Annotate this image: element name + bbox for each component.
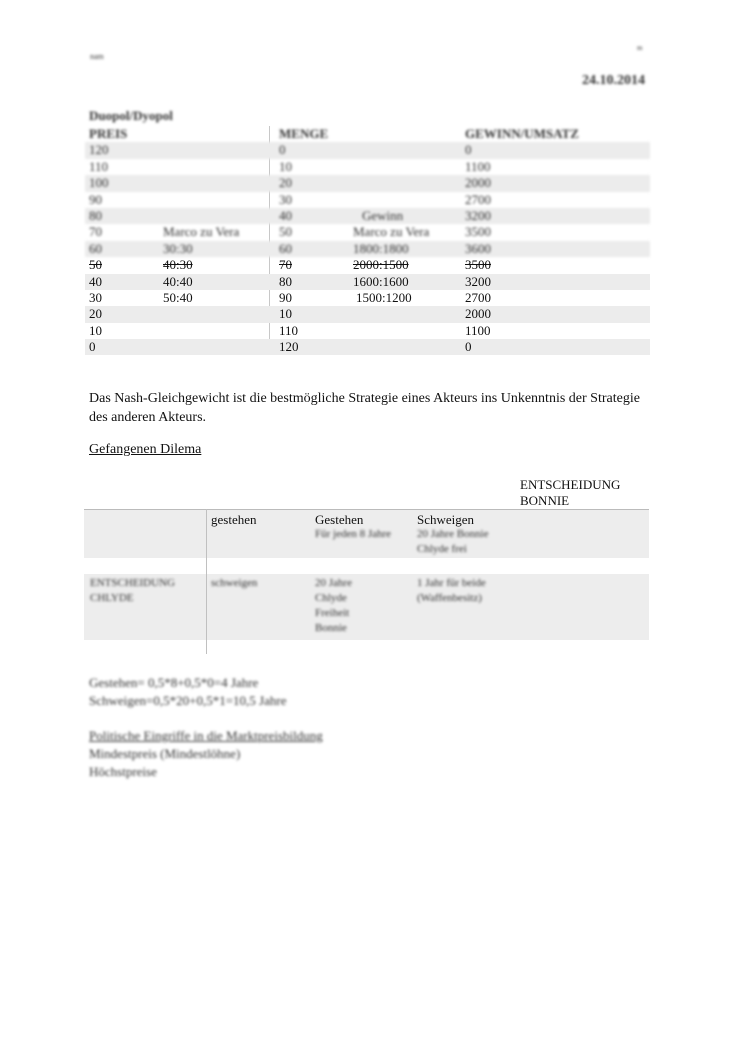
dilemma-divider	[206, 509, 207, 654]
table-row	[85, 159, 650, 175]
table-row	[85, 142, 650, 158]
cell-annotation: 30:30	[163, 240, 193, 256]
cell-quantity: 70	[279, 257, 292, 273]
cell-profit: 3200	[465, 273, 491, 289]
table-row	[85, 290, 650, 306]
header-price: PREIS	[89, 126, 128, 141]
header-quantity: MENGE	[279, 126, 329, 141]
dilemma-heading: Gefangenen Dilema	[89, 442, 202, 457]
cell-price: 0	[89, 339, 96, 355]
table-row	[85, 175, 650, 191]
cell-annotation: Marco zu Vera	[353, 224, 430, 240]
column-title: ENTSCHEIDUNG BONNIE	[520, 477, 621, 508]
cell-price: 60	[89, 240, 102, 256]
policy-item-min: Mindestpreis (Mindestlöhne)	[89, 746, 241, 761]
cell-quantity: 10	[279, 158, 292, 174]
cell-quantity: 110	[279, 322, 299, 338]
calc-gestehen: Gestehen= 0,5*8+0,5*0=4 Jahre	[89, 675, 259, 690]
schweigen-outcome: 20 Jahre Bonnie Chlyde frei	[417, 528, 489, 555]
cell-quantity: 20	[279, 175, 292, 191]
cell-price: 100	[89, 175, 109, 191]
document-date: 24.10.2014	[582, 73, 645, 88]
cell-price: 80	[89, 207, 102, 223]
gestehen-outcome: Für jeden 8 Jahre	[315, 528, 392, 540]
table-row	[85, 323, 650, 339]
table-row	[85, 306, 650, 322]
col-schweigen: Schweigen	[417, 512, 475, 527]
cell-quantity: 50	[279, 224, 292, 240]
header-left-mark: nam	[90, 52, 104, 61]
table-row	[85, 339, 650, 355]
cell-quantity: 60	[279, 240, 292, 256]
cell-annotation: Gewinn	[362, 207, 404, 223]
cell-both-1: 1 Jahr für beide (Waffenbesitz)	[417, 577, 486, 604]
cell-annotation: 1800:1800	[353, 240, 409, 256]
cell-price: 10	[89, 322, 102, 338]
cell-annotation: 50:40	[163, 289, 193, 305]
cell-price: 30	[89, 289, 102, 305]
cell-profit: 3600	[465, 240, 491, 256]
cell-quantity: 10	[279, 306, 292, 322]
cell-price: 110	[89, 158, 109, 174]
cell-profit: 2000	[465, 306, 491, 322]
cell-profit: 3500	[465, 257, 491, 273]
cell-price: 70	[89, 224, 102, 240]
nash-paragraph: Das Nash-Gleichgewicht ist die bestmögliche Strategie eines Akteurs ins Unkenntnis der Strategie des anderen Akteurs.	[89, 391, 640, 425]
cell-profit: 1100	[465, 322, 491, 338]
col-gestehen: Gestehen	[315, 512, 364, 527]
policy-item-max: Höchstpreise	[89, 764, 157, 779]
cell-annotation: 40:30	[163, 257, 193, 273]
cell-profit: 3200	[465, 207, 491, 223]
calc-schweigen: Schweigen=0,5*20+0,5*1=10,5 Jahre	[89, 693, 287, 708]
cell-quantity: 0	[279, 142, 286, 158]
cell-price: 90	[89, 191, 102, 207]
cell-quantity: 120	[279, 339, 299, 355]
header-profit: GEWINN/UMSATZ	[465, 126, 579, 141]
col-gestehen-lower: gestehen	[211, 512, 257, 527]
table-header-row	[85, 126, 650, 142]
cell-price: 50	[89, 257, 102, 273]
cell-profit: 2700	[465, 191, 491, 207]
table-row	[85, 257, 650, 273]
row-schweigen: schweigen	[211, 577, 258, 589]
cell-price: 40	[89, 273, 102, 289]
price-table	[85, 126, 650, 355]
cell-price: 120	[89, 142, 109, 158]
cell-annotation: Marco zu Vera	[163, 224, 240, 240]
cell-profit: 0	[465, 142, 472, 158]
cell-annotation: 1600:1600	[353, 273, 409, 289]
table-row	[85, 224, 650, 240]
cell-quantity: 80	[279, 273, 292, 289]
row-title: ENTSCHEIDUNG CHLYDE	[90, 577, 175, 604]
cell-chlyde-20: 20 Jahre Chlyde Freiheit Bonnie	[315, 577, 352, 634]
table-row	[85, 241, 650, 257]
cell-quantity: 90	[279, 289, 292, 305]
header-right-mark: m	[637, 44, 643, 52]
cell-annotation: 2000:1500	[353, 257, 409, 273]
table-row	[85, 192, 650, 208]
cell-price: 20	[89, 306, 102, 322]
cell-profit: 3500	[465, 224, 491, 240]
cell-quantity: 40	[279, 207, 292, 223]
section-title: Duopol/Dyopol	[89, 108, 173, 123]
cell-annotation: 1500:1200	[356, 289, 412, 305]
cell-quantity: 30	[279, 191, 292, 207]
table-row	[85, 208, 650, 224]
cell-profit: 2000	[465, 175, 491, 191]
cell-profit: 1100	[465, 158, 491, 174]
cell-annotation: 40:40	[163, 273, 193, 289]
cell-profit: 0	[465, 339, 472, 355]
table-row	[85, 274, 650, 290]
cell-profit: 2700	[465, 289, 491, 305]
policy-heading: Politische Eingriffe in die Marktpreisbildung	[89, 728, 323, 743]
